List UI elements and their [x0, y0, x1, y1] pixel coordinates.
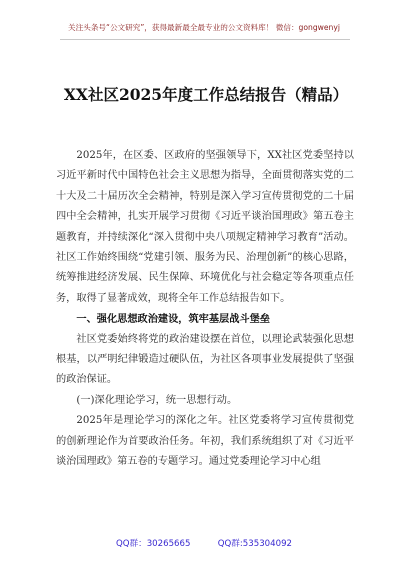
intro-paragraph: 2025年，在区委、区政府的坚强领导下，XX社区党委坚持以习近平新时代中国特色社会主义思想为指导，全面贯彻落实党的二十大及二十届历次全会精神，特别是深入学习宣传贯彻党的二十届四中全会精神，扎实开展学习贯彻《习近平谈治国理政》第五卷主题教育，并持续深化“深入贯彻中央八项规定精神学习教育”活动。社区工作始终围绕“党建引领、服务为民、治理创新”的核心思路，统筹推进经济发展、民生保障、环境优化与社会稳定等各项重点任务，取得了显著成效，现将全年工作总结报告如下。: [56, 150, 354, 304]
footer-qq-group-1: QQ群：30265665: [115, 539, 191, 549]
section-heading: 一、强化思想政治建设，筑牢基层战斗堡垒: [76, 313, 270, 326]
document-body: [56, 146, 354, 473]
document-title: XX社区2025年度工作总结报告（精品）: [63, 85, 349, 104]
footer-qq-group-2: QQ群:535304092: [217, 539, 293, 549]
header-divider: [60, 39, 350, 40]
body-paragraph: 社区党委始终将党的政治建设摆在首位，以理论武装强化思想根基，以严明纪律锻造过硬队伍，为社区各项事业发展提供了坚强的政治保证。: [56, 333, 354, 386]
header-note: 关注头条号“公文研究”，获得最新最全最专业的公文资料库！ 微信：gongwenyj: [68, 23, 340, 32]
subsection-heading: (一)深化理论学习，统一思想行动。: [76, 394, 238, 406]
body-paragraph: 2025年是理论学习的深化之年。社区党委将学习宣传贯彻党的创新理论作为首要政治任务。年初，我们系统组织了对《习近平谈治国理政》第五卷的专题学习。通过党委理论学习中心组: [56, 415, 354, 468]
footer-note: [0, 537, 408, 549]
